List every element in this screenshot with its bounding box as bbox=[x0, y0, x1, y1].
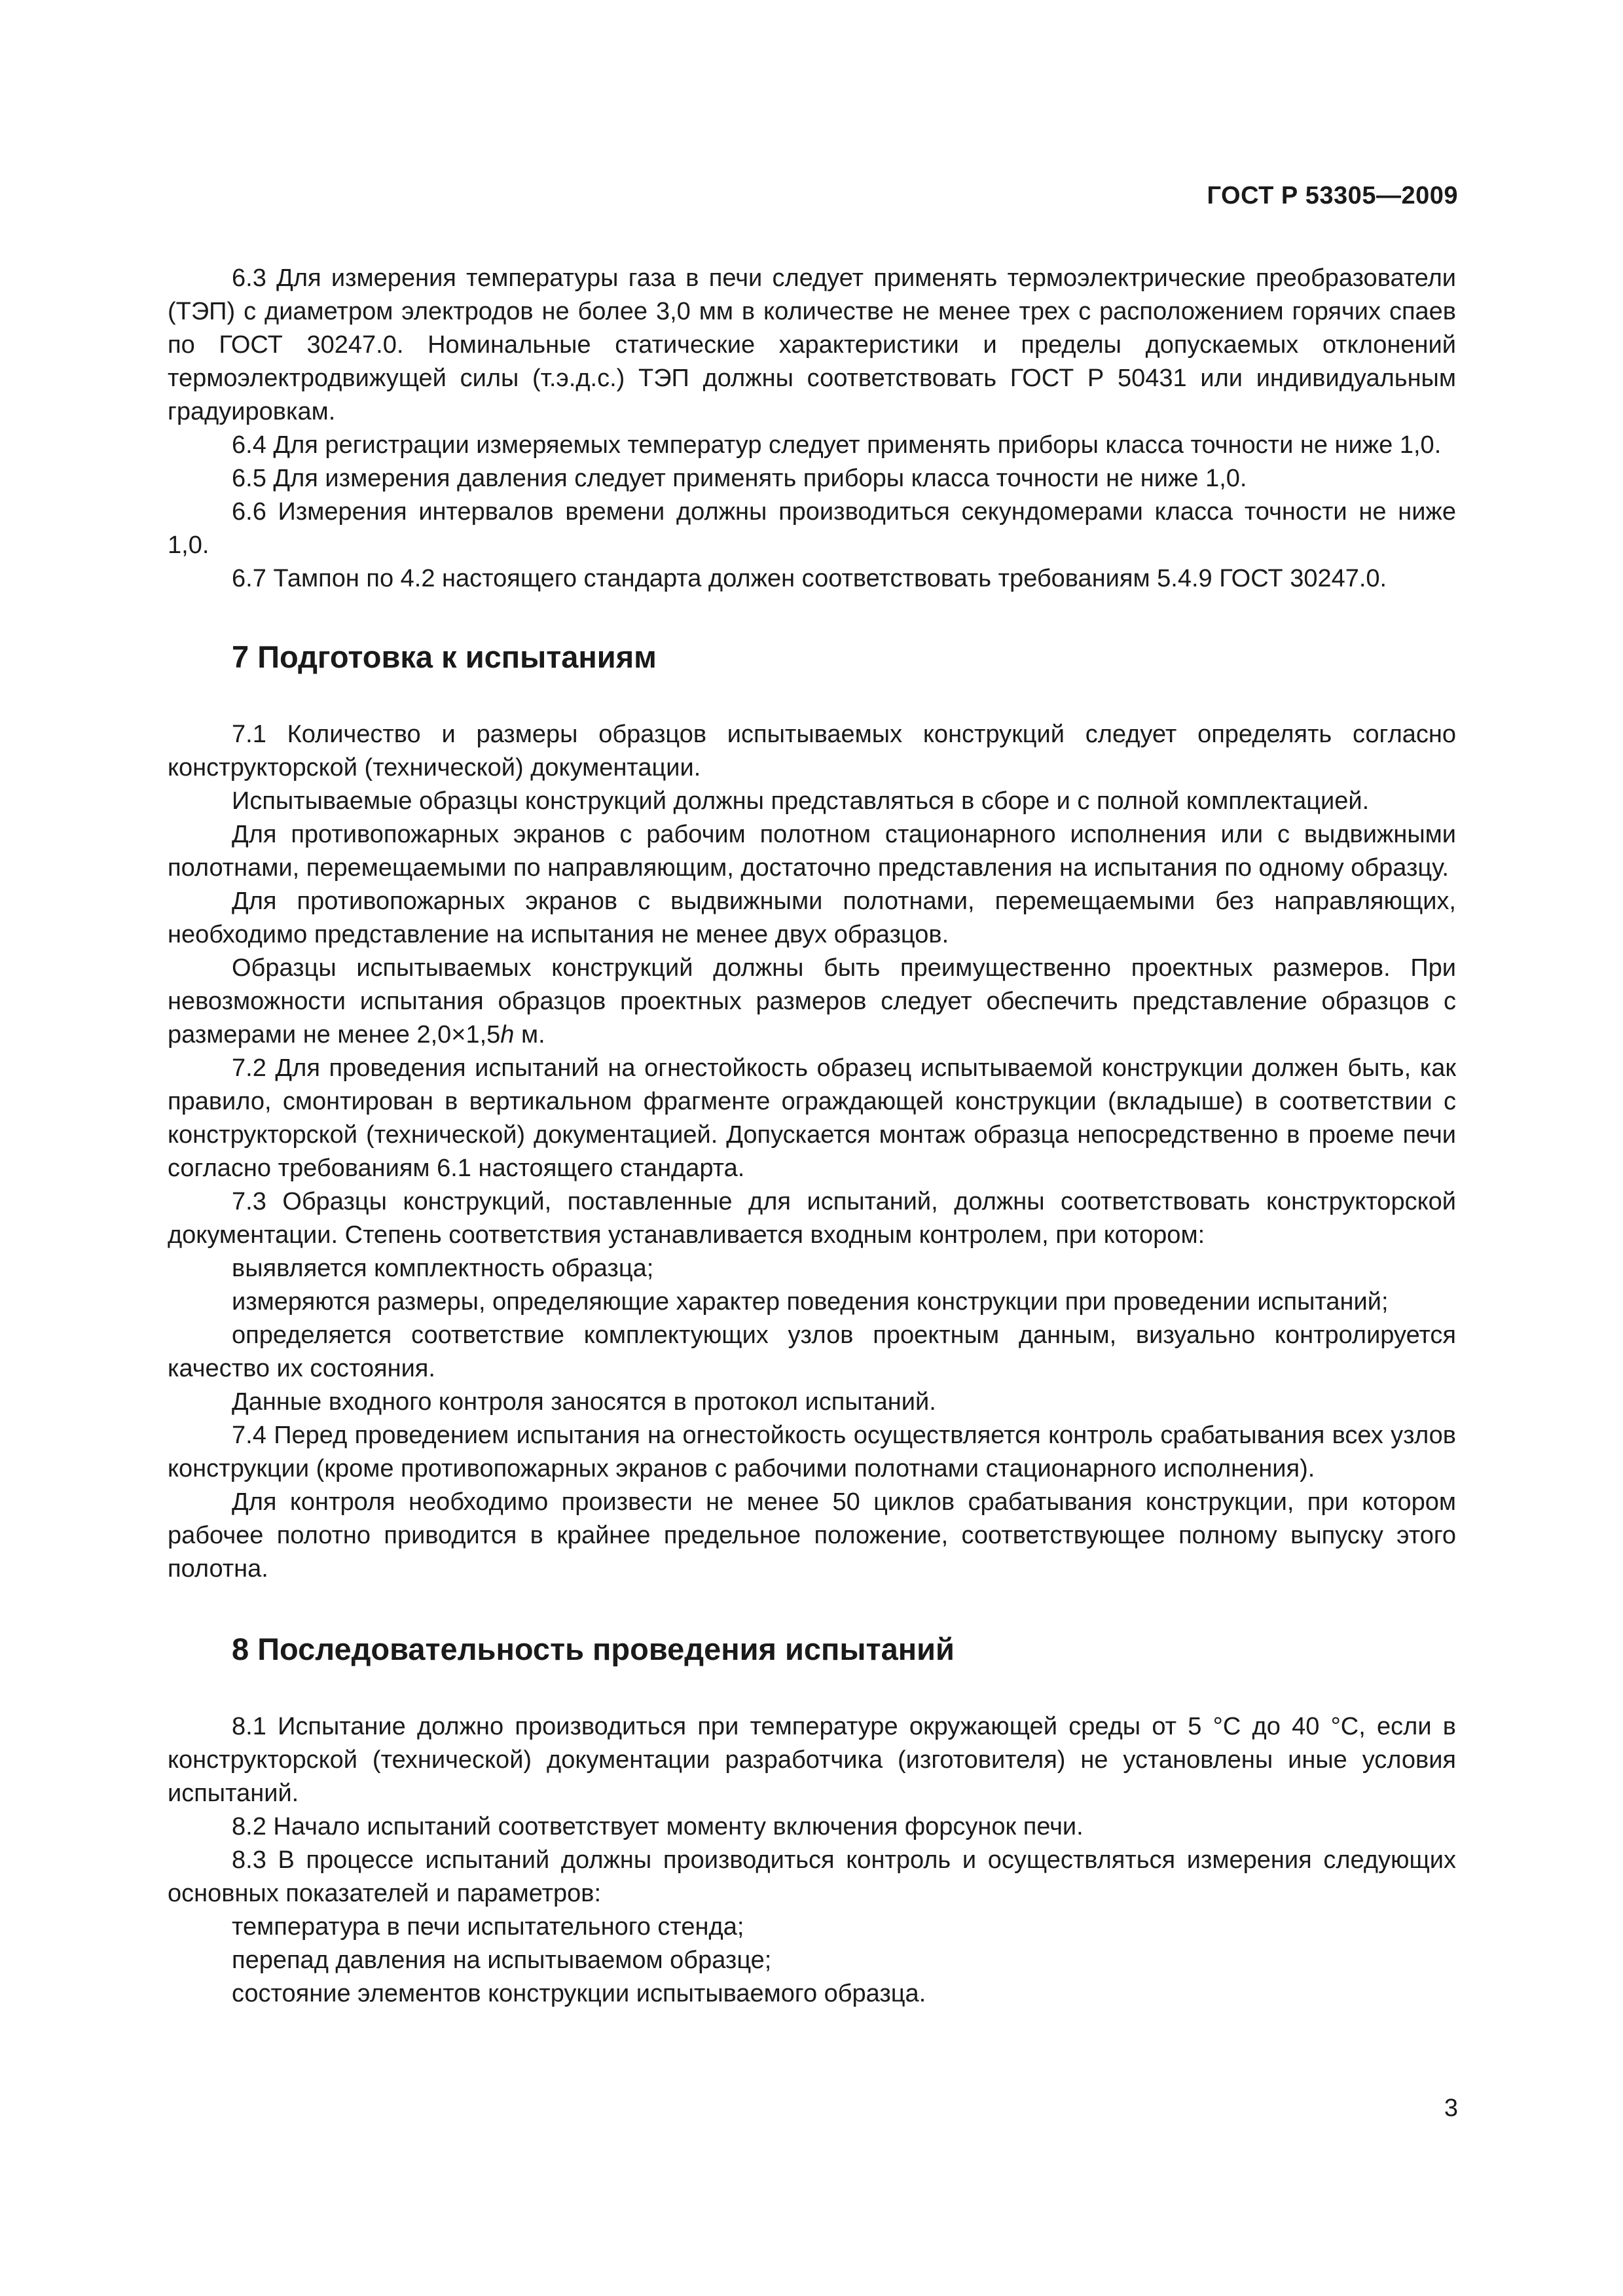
paragraph-7-4: 7.4 Перед проведением испытания на огнестойкость осуществляется контроль срабатывания всех узлов конструкции (кроме противопожарных экранов с рабочими полотнами стационарного исполнения). bbox=[168, 1422, 1456, 1482]
paragraph-8-3: 8.3 В процессе испытаний должны производиться контроль и осуществляться измерения следующих основных показателей и параметров: bbox=[168, 1846, 1456, 1907]
page-number: 3 bbox=[1444, 2094, 1458, 2122]
paragraph-7-1-unguided: Для противопожарных экранов с выдвижными полотнами, перемещаемыми без направляющих, необходимо представление на испытания не менее двух образцов. bbox=[168, 888, 1456, 948]
sizes-text: Образцы испытываемых конструкций должны быть преимущественно проектных размеров. При невозможности испытания образцов проектных размеров следует обеспечить представление образцов с размерами не менее 2,0×1,5 bbox=[168, 954, 1456, 1049]
paragraph-7-1-guided: Для противопожарных экранов с рабочим полотном стационарного исполнения или с выдвижными полотнами, перемещаемыми по направляющим, достаточно представления на испытания по одному образцу. bbox=[168, 821, 1456, 882]
document-code: ГОСТ Р 53305—2009 bbox=[1207, 182, 1458, 209]
height-variable: h bbox=[500, 1021, 515, 1049]
paragraph-7-4-cycles: Для контроля необходимо произвести не менее 50 циклов срабатывания конструкции, при котором рабочее полотно приводится в крайнее предельное положение, соответствующее полному выпуску этого полотна. bbox=[168, 1488, 1456, 1583]
paragraph-7-1-assembly: Испытываемые образцы конструкций должны представляться в сборе и с полной комплектацией. bbox=[232, 787, 1370, 815]
paragraph-6-6: 6.6 Измерения интервалов времени должны производиться секундомерами класса точности не ниже 1,0. bbox=[168, 498, 1456, 559]
paragraph-6-4: 6.4 Для регистрации измеряемых температур следует применять приборы класса точности не ниже 1,0. bbox=[232, 431, 1442, 459]
paragraph-6-7: 6.7 Тампон по 4.2 настоящего стандарта должен соответствовать требованиям 5.4.9 ГОСТ 30247.0. bbox=[232, 565, 1387, 592]
paragraph-6-5: 6.5 Для измерения давления следует применять приборы класса точности не ниже 1,0. bbox=[232, 465, 1247, 492]
paragraph-6-3: 6.3 Для измерения температуры газа в печи следует применять термоэлектрические преобразователи (ТЭП) с диаметром электродов не более 3,0 мм в количестве не менее трех с расположением горячих спаев по ГОСТ 30247.0. Номинальные статические характеристики и пределы допускаемых отклонений термоэлектродвижущей силы (т.э.д.с.) ТЭП должны соответствовать ГОСТ Р 50431 или индивидуальным градуировкам. bbox=[168, 264, 1456, 425]
section-7-title: 7 Подготовка к испытаниям bbox=[232, 639, 657, 674]
list-item-temperature: температура в печи испытательного стенда; bbox=[232, 1913, 744, 1941]
list-item-state: состояние элементов конструкции испытываемого образца. bbox=[232, 1980, 926, 2007]
paragraph-7-3: 7.3 Образцы конструкций, поставленные для испытаний, должны соответствовать конструкторской документации. Степень соответствия устанавливается входным контролем, при котором: bbox=[168, 1188, 1456, 1249]
list-item-completeness: выявляется комплектность образца; bbox=[232, 1255, 654, 1282]
paragraph-7-3-protocol: Данные входного контроля заносятся в протокол испытаний. bbox=[232, 1388, 936, 1416]
list-item-pressure: перепад давления на испытываемом образце; bbox=[232, 1946, 772, 1974]
paragraph-7-1: 7.1 Количество и размеры образцов испытываемых конструкций следует определять согласно конструкторской (технической) документации. bbox=[168, 721, 1456, 781]
paragraph-8-1: 8.1 Испытание должно производиться при температуре окружающей среды от 5 °С до 40 °С, если в конструкторской (технической) документации разработчика (изготовителя) не установлены иные условия испытаний. bbox=[168, 1713, 1456, 1807]
list-item-conformity: определяется соответствие комплектующих узлов проектным данным, визуально контролируется качество их состояния. bbox=[168, 1321, 1456, 1382]
sizes-unit: м. bbox=[514, 1021, 545, 1049]
section-8-title: 8 Последовательность проведения испытаний bbox=[232, 1632, 955, 1666]
paragraph-8-2: 8.2 Начало испытаний соответствует моменту включения форсунок печи. bbox=[232, 1813, 1084, 1840]
list-item-dimensions: измеряются размеры, определяющие характер поведения конструкции при проведении испытаний; bbox=[232, 1288, 1389, 1316]
paragraph-7-2: 7.2 Для проведения испытаний на огнестойкость образец испытываемой конструкции должен быть, как правило, смонтирован в вертикальном фрагменте ограждающей конструкции (вкладыше) в соответствии с конструкторской (технической) документацией. Допускается монтаж образца непосредственно в проеме печи согласно требованиям 6.1 настоящего стандарта. bbox=[168, 1054, 1456, 1182]
paragraph-7-1-sizes bbox=[168, 952, 1456, 1052]
page-body bbox=[168, 262, 1456, 2011]
